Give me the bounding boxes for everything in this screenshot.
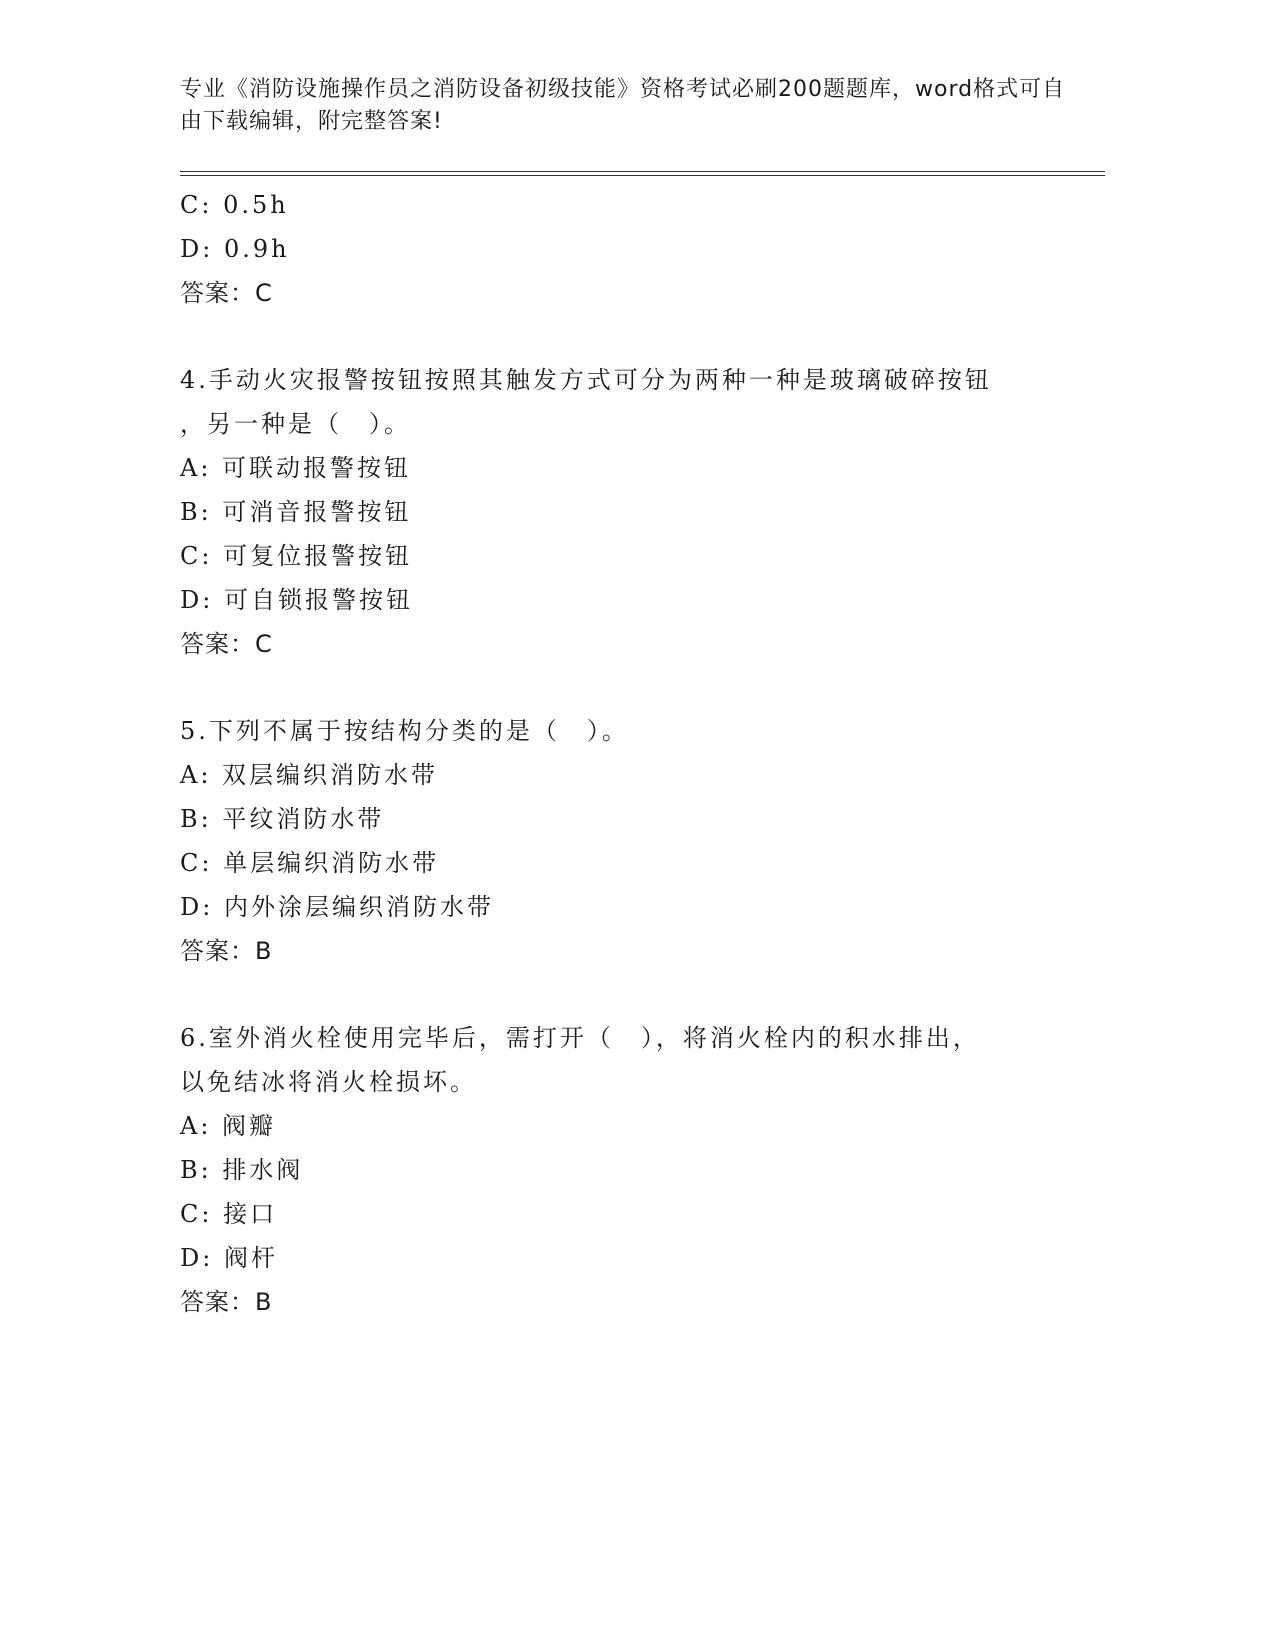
option-a: A: 双层编织消防水带 <box>180 761 439 789</box>
header-divider-top <box>180 171 1105 172</box>
question-title-line: 6.室外消火栓使用完毕后，需打开（ ），将消火栓内的积水排出， <box>180 1024 980 1052</box>
option-c: C: 0.5h <box>180 191 289 219</box>
answer-line: 答案：B <box>180 937 273 965</box>
question-title-line: 以免结冰将消火栓损坏。 <box>180 1068 477 1096</box>
option-a: A: 可联动报警按钮 <box>180 454 412 482</box>
question-title-line: 4.手动火灾报警按钮按照其触发方式可分为两种一种是玻璃破碎按钮 <box>180 366 992 394</box>
header-divider-bottom <box>180 175 1105 176</box>
spacer <box>180 315 1080 358</box>
spacer <box>180 973 1080 1016</box>
option-c: C: 单层编织消防水带 <box>180 849 440 877</box>
question-content <box>180 183 1080 1324</box>
answer-line: 答案：B <box>180 1288 273 1316</box>
question-6 <box>180 1016 1080 1324</box>
question-title-line: 5.下列不属于按结构分类的是（ ）。 <box>180 717 629 745</box>
option-d: D: 0.9h <box>180 235 290 263</box>
option-a: A: 阀瓣 <box>180 1112 277 1140</box>
previous-question-tail <box>180 183 1080 315</box>
option-d: D: 阀杆 <box>180 1244 278 1272</box>
spacer <box>180 666 1080 709</box>
document-header: 专业《消防设施操作员之消防设备初级技能》资格考试必刷200题题库，word格式可自由下载编辑，附完整答案! <box>180 77 1066 134</box>
option-b: B: 可消音报警按钮 <box>180 498 412 526</box>
option-b: B: 平纹消防水带 <box>180 805 385 833</box>
question-5 <box>180 709 1080 973</box>
option-c: C: 可复位报警按钮 <box>180 542 413 570</box>
answer-line: 答案：C <box>180 279 273 307</box>
option-c: C: 接口 <box>180 1200 278 1228</box>
option-d: D: 内外涂层编织消防水带 <box>180 893 494 921</box>
answer-line: 答案：C <box>180 630 273 658</box>
question-title-line: ，另一种是（ ）。 <box>180 410 411 438</box>
option-d: D: 可自锁报警按钮 <box>180 586 413 614</box>
option-b: B: 排水阀 <box>180 1156 304 1184</box>
question-4 <box>180 358 1080 666</box>
